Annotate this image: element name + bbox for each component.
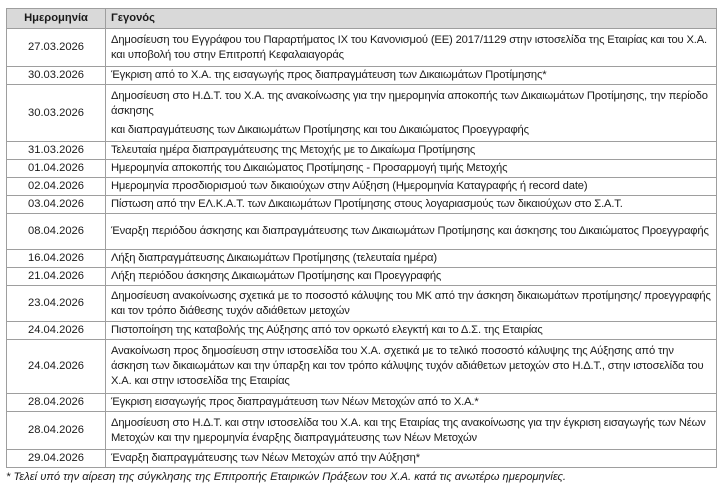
row-date: 21.04.2026 (7, 268, 106, 286)
row-date: 08.04.2026 (7, 214, 106, 250)
row-date: 23.04.2026 (7, 286, 106, 322)
date-column-header: Ημερομηνία (7, 9, 106, 29)
row-event: Πίστωση από την ΕΛ.Κ.Α.Τ. των Δικαιωμάτων Προτίμησης στους λογαριασμούς των δικαιούχων στο Σ.Α.Τ. (106, 196, 717, 214)
table-row (7, 286, 717, 322)
row-date: 30.03.2026 (7, 85, 106, 142)
table-row (7, 268, 717, 286)
row-event: Έναρξη περιόδου άσκησης και διαπραγμάτευσης των Δικαιωμάτων Προτίμησης και άσκησης του Δικαιώματος Προεγγραφής (106, 214, 717, 250)
row-event: Δημοσίευση στο Η.Δ.Τ. και στην ιστοσελίδα του Χ.Α. και της Εταιρίας της ανακοίνωσης για την έγκριση εισαγωγής των Νέων Μετοχών και την ημερομηνία έναρξης διαπραγμάτευσης των Νέων Μετοχών (106, 412, 717, 450)
row-event-line-1: Δημοσίευση στο Η.Δ.Τ. του Χ.Α. της ανακοίνωσης για την ημερομηνία αποκοπής των Δικαιωμάτων Προτίμησης, την περίοδο άσκησης (111, 89, 708, 117)
row-event: Δημοσίευση ανακοίνωσης σχετικά με το ποσοστό κάλυψης του ΜΚ από την άσκηση δικαιωμάτων προτίμησης/ προεγγραφής και τον τρόπο διάθεσης τυχόν αδιάθετων μετοχών (106, 286, 717, 322)
row-date: 16.04.2026 (7, 250, 106, 268)
table-row (7, 29, 717, 67)
row-date: 03.04.2026 (7, 196, 106, 214)
row-event: Λήξη περιόδου άσκησης Δικαιωμάτων Προτίμησης και Προεγγραφής (106, 268, 717, 286)
row-date: 01.04.2026 (7, 160, 106, 178)
row-event (106, 85, 717, 142)
row-date: 27.03.2026 (7, 29, 106, 67)
row-event: Έγκριση από το Χ.Α. της εισαγωγής προς διαπραγμάτευση των Δικαιωμάτων Προτίμησης* (106, 67, 717, 85)
row-event: Έγκριση εισαγωγής προς διαπραγμάτευση των Νέων Μετοχών από το Χ.Α.* (106, 394, 717, 412)
table-row (7, 214, 717, 250)
row-date: 24.04.2026 (7, 340, 106, 394)
row-date: 29.04.2026 (7, 450, 106, 468)
row-event: Τελευταία ημέρα διαπραγμάτευσης της Μετοχής με το Δικαίωμα Προτίμησης (106, 142, 717, 160)
table-row (7, 250, 717, 268)
row-event: Ημερομηνία προσδιορισμού των δικαιούχων στην Αύξηση (Ημερομηνία Καταγραφής ή record date) (106, 178, 717, 196)
table-row (7, 85, 717, 142)
row-event: Λήξη διαπραγμάτευσης Δικαιωμάτων Προτίμησης (τελευταία ημέρα) (106, 250, 717, 268)
row-date: 30.03.2026 (7, 67, 106, 85)
row-event: Ανακοίνωση προς δημοσίευση στην ιστοσελίδα του Χ.Α. σχετικά με το τελικό ποσοστό κάλυψης της Αύξησης από την άσκηση των δικαιωμάτων και την ύπαρξη και τον τρόπο κάλυψης τυχόν αδιάθετων μετοχών στο Η.Δ.Τ., στην ιστοσελίδα του Χ.Α. και στην ιστοσελίδα της Εταιρίας (106, 340, 717, 394)
table-row (7, 412, 717, 450)
row-event-line-2: και διαπραγμάτευσης των Δικαιωμάτων Προτίμησης και του Δικαιώματος Προεγγραφής (111, 123, 529, 136)
row-event: Δημοσίευση του Εγγράφου του Παραρτήματος IX του Κανονισμού (ΕΕ) 2017/1129 στην ιστοσελίδα της Εταιρίας και του Χ.Α. και υποβολή του στην Επιτροπή Κεφαλαιαγοράς (106, 29, 717, 67)
table-row (7, 67, 717, 85)
row-event: Ημερομηνία αποκοπής του Δικαιώματος Προτίμησης - Προσαρμογή τιμής Μετοχής (106, 160, 717, 178)
event-column-header: Γεγονός (106, 9, 717, 29)
table-row (7, 178, 717, 196)
header-row (7, 9, 717, 29)
row-date: 31.03.2026 (7, 142, 106, 160)
table-row (7, 196, 717, 214)
row-date: 28.04.2026 (7, 394, 106, 412)
table-row (7, 160, 717, 178)
row-event: Έναρξη διαπραγμάτευσης των Νέων Μετοχών από την Αύξηση* (106, 450, 717, 468)
table-row (7, 394, 717, 412)
row-date: 02.04.2026 (7, 178, 106, 196)
table-row (7, 340, 717, 394)
row-event: Πιστοποίηση της καταβολής της Αύξησης από τον ορκωτό ελεγκτή και το Δ.Σ. της Εταιρίας (106, 322, 717, 340)
table-row (7, 142, 717, 160)
timetable (6, 8, 717, 468)
row-date: 28.04.2026 (7, 412, 106, 450)
row-date: 24.04.2026 (7, 322, 106, 340)
table-row (7, 450, 717, 468)
footnote: * Τελεί υπό την αίρεση της σύγκλησης της Επιτροπής Εταιρικών Πράξεων του Χ.Α. κατά τις ανωτέρω ημερομηνίες. (6, 471, 567, 483)
table-row (7, 322, 717, 340)
